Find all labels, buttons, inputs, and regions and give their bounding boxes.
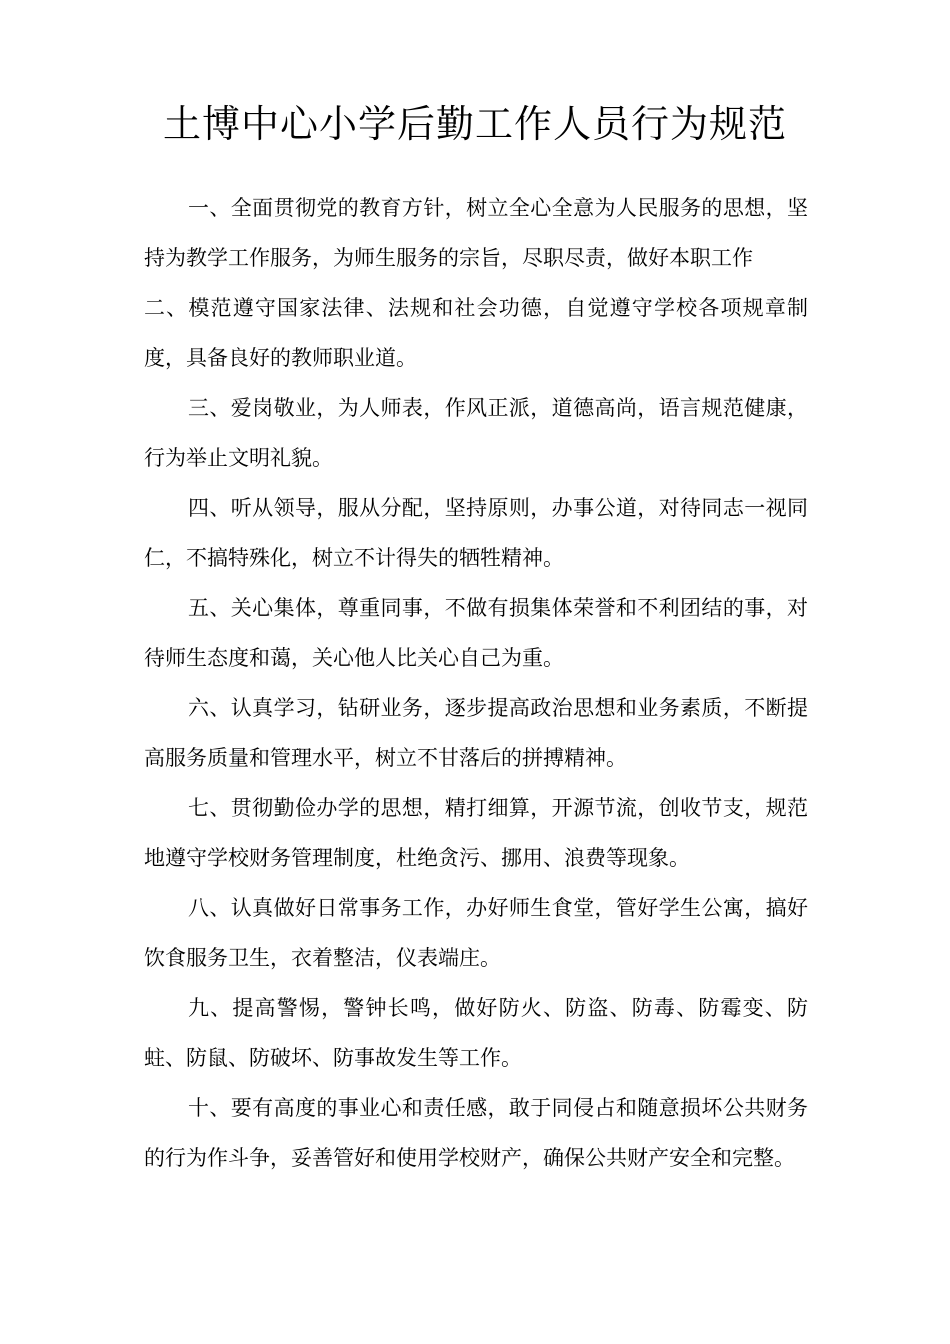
paragraph-10: 十、要有高度的事业心和责任感，敢于同侵占和随意损坏公共财务的行为作斗争，妥善管好和使用学校财产，确保公共财产安全和完整。 (144, 1096, 808, 1170)
paragraph-3: 三、爱岗敬业，为人师表，作风正派，道德高尚，语言规范健康，行为举止文明礼貌。 (144, 396, 808, 470)
paragraph-1: 一、全面贯彻党的教育方针，树立全心全意为人民服务的思想，坚持为教学工作服务，为师生服务的宗旨，尽职尽责，做好本职工作 (144, 196, 808, 270)
paragraph-2: 二、模范遵守国家法律、法规和社会功德，自觉遵守学校各项规章制度，具备良好的教师职业道。 (144, 296, 808, 370)
paragraph-8: 八、认真做好日常事务工作，办好师生食堂，管好学生公寓，搞好饮食服务卫生，衣着整洁，仪表端庄。 (144, 896, 808, 970)
paragraph-5: 五、关心集体，尊重同事，不做有损集体荣誉和不利团结的事，对待师生态度和蔼，关心他人比关心自己为重。 (144, 596, 808, 670)
paragraph-9: 九、提高警惕，警钟长鸣，做好防火、防盗、防毒、防霉变、防蛀、防鼠、防破坏、防事故发生等工作。 (144, 996, 808, 1070)
paragraph-6: 六、认真学习，钻研业务，逐步提高政治思想和业务素质，不断提高服务质量和管理水平，树立不甘落后的拼搏精神。 (144, 696, 808, 770)
paragraph-7: 七、贯彻勤俭办学的思想，精打细算，开源节流，创收节支，规范地遵守学校财务管理制度，杜绝贪污、挪用、浪费等现象。 (144, 796, 808, 870)
document-title: 土博中心小学后勤工作人员行为规范 (162, 102, 787, 146)
paragraph-4: 四、听从领导，服从分配，坚持原则，办事公道，对待同志一视同仁，不搞特殊化，树立不计得失的牺牲精神。 (144, 496, 808, 570)
document-body (144, 183, 808, 1183)
